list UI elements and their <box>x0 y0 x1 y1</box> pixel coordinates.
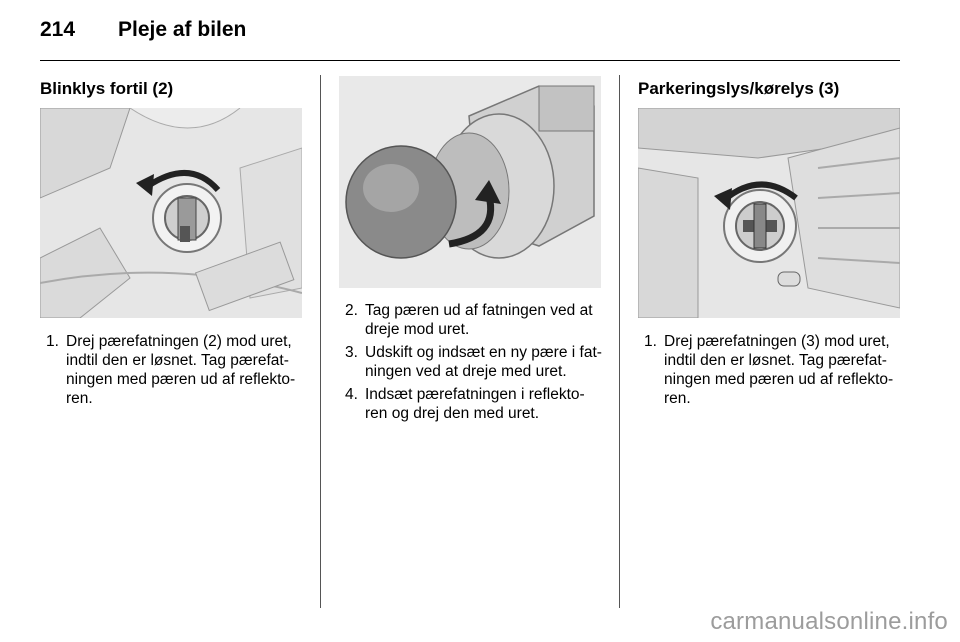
figure-turn-signal-socket <box>40 108 302 318</box>
column-divider-1 <box>320 75 321 608</box>
steps-list-col1 <box>46 332 308 412</box>
figure-parking-light-socket <box>638 108 900 318</box>
column-divider-2 <box>619 75 620 608</box>
section-title-turn-signal: Blinklys fortil (2) <box>40 79 174 98</box>
page-title: Pleje af bilen <box>118 18 247 41</box>
socket-illustration-3 <box>638 108 900 318</box>
list-item: 1. Drej pærefatningen (3) mod uret, indtil den er løsnet. Tag pærefat-ningen med pæren ud af reflekto-ren. <box>644 333 894 407</box>
list-item: 2. Tag pæren ud af fatningen ved at dreje mod uret. <box>345 302 593 338</box>
list-item: 4. Indsæt pærefatningen i reflekto-ren og drej den med uret. <box>345 386 585 422</box>
steps-list-col3 <box>644 332 906 412</box>
list-item: 1. Drej pærefatningen (2) mod uret, indtil den er løsnet. Tag pærefat-ningen med pæren ud af reflekto-ren. <box>46 333 296 407</box>
page-number: 214 <box>40 18 76 41</box>
list-item: 3. Udskift og indsæt en ny pære i fat-ningen ved at dreje med uret. <box>345 344 602 380</box>
steps-list-col2 <box>345 301 607 427</box>
socket-illustration-1 <box>40 108 302 318</box>
section-title-parking-light: Parkeringslys/kørelys (3) <box>638 79 840 98</box>
header-divider <box>40 60 900 61</box>
watermark: carmanualsonline.info <box>710 608 948 635</box>
figure-bulb-removal <box>339 76 601 288</box>
bulb-illustration <box>339 76 601 288</box>
page-header <box>40 18 246 42</box>
